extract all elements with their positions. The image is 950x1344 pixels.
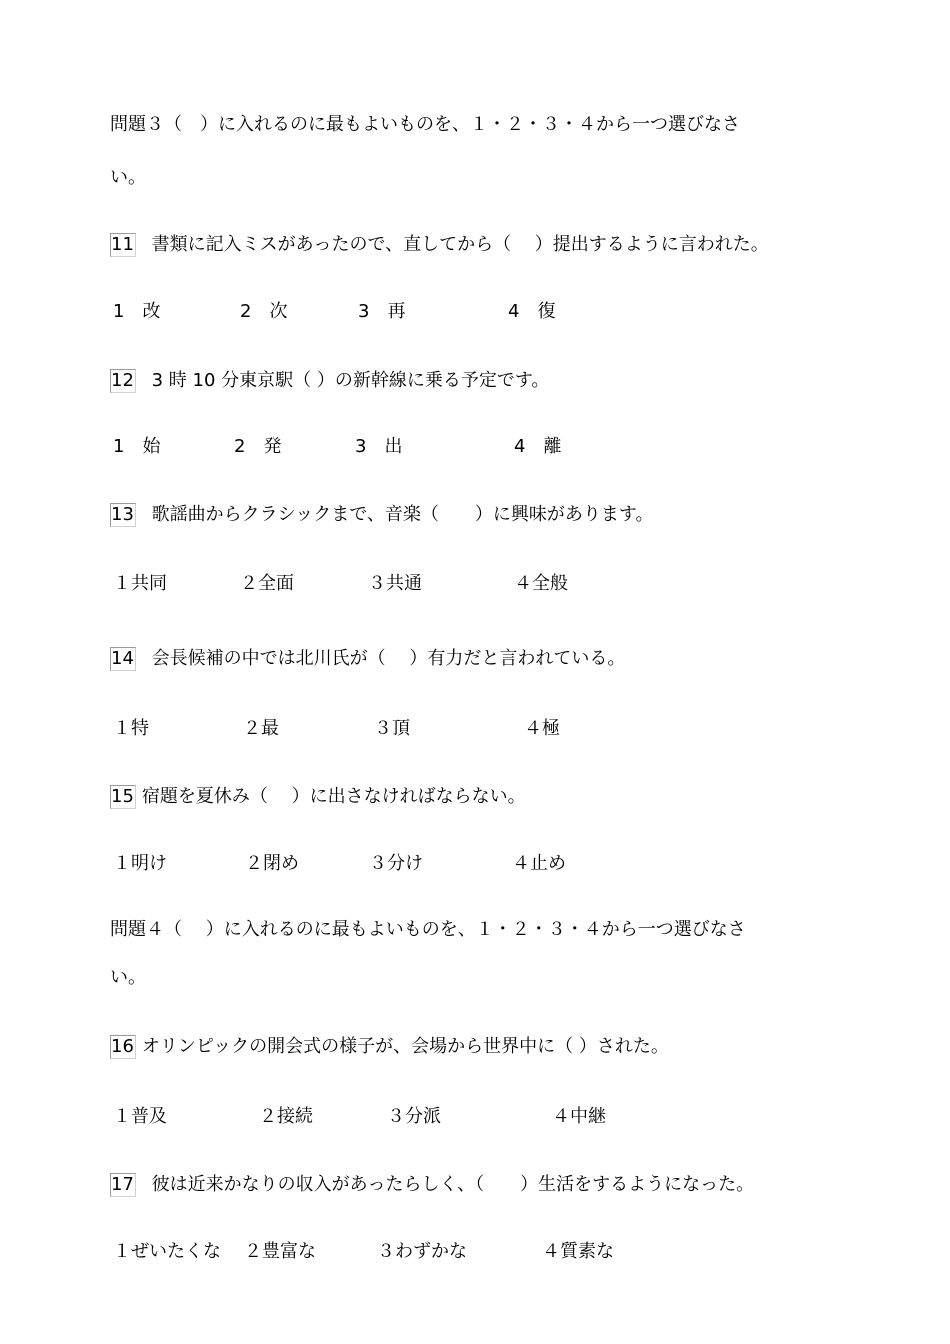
- question-11: [110, 233, 769, 257]
- question-text: 3 時 10 分東京駅（ ）の新幹線に乗る予定です。: [145, 370, 550, 391]
- question-17: [110, 1173, 754, 1197]
- option-1: １特: [113, 718, 149, 739]
- option-4: 4 離: [514, 436, 562, 457]
- option-3: 3 再: [358, 301, 406, 322]
- option-2: ２接続: [259, 1106, 313, 1127]
- option-3: ３共通: [368, 573, 422, 594]
- option-4: ４中継: [552, 1106, 606, 1127]
- question-number: 11: [111, 234, 134, 255]
- option-4: 4 復: [508, 301, 556, 322]
- question-text: 会長候補の中では北川氏が（ ）有力だと言われている。: [145, 648, 626, 669]
- question-number: 16: [111, 1036, 134, 1057]
- option-3: ３分派: [387, 1106, 441, 1127]
- option-1: 1 始: [113, 436, 161, 457]
- question-15: [110, 785, 526, 809]
- option-3: ３分け: [369, 853, 423, 874]
- section3-instruction-cont: い。: [110, 167, 146, 188]
- option-2: 2 次: [240, 301, 288, 322]
- option-1: １ぜいたくな: [113, 1241, 221, 1262]
- question-number: 14: [111, 648, 134, 669]
- option-4: ４止め: [512, 853, 566, 874]
- question-12: [110, 369, 549, 393]
- question-number: 13: [111, 504, 134, 525]
- option-3: ３わずかな: [377, 1241, 467, 1262]
- question-number: 17: [111, 1174, 134, 1195]
- option-1: １共同: [113, 573, 167, 594]
- question-text: 書類に記入ミスがあったので、直してから（ ）提出するように言われた。: [145, 234, 769, 255]
- question-text: 彼は近来かなりの収入があったらしく、（ ）生活をするようになった。: [145, 1174, 755, 1195]
- question-16: [110, 1035, 669, 1059]
- option-1: 1 改: [113, 301, 161, 322]
- section4-instruction-cont: い。: [110, 967, 146, 988]
- question-text: 宿題を夏休み（ ）に出さなければならない。: [141, 786, 526, 807]
- option-2: ２豊富な: [244, 1241, 316, 1262]
- question-number: 15: [111, 786, 134, 807]
- question-14: [110, 647, 625, 671]
- question-text: 歌謡曲からクラシックまで、音楽（ ）に興味があります。: [145, 504, 654, 525]
- option-3: 3 出: [355, 436, 403, 457]
- section4-instruction: 問題４（ ）に入れるのに最もよいものを、１・２・３・４から一つ選びなさ: [110, 919, 746, 940]
- option-3: ３頂: [374, 718, 410, 739]
- option-2: ２閉め: [245, 853, 299, 874]
- option-2: ２全面: [240, 573, 294, 594]
- section3-instruction: 問題３（ ）に入れるのに最もよいものを、１・２・３・４から一つ選びなさ: [110, 114, 740, 135]
- option-2: 2 発: [234, 436, 282, 457]
- option-4: ４極: [524, 718, 560, 739]
- option-1: １明け: [113, 853, 167, 874]
- question-13: [110, 503, 653, 527]
- question-text: オリンピックの開会式の様子が、会場から世界中に（ ）された。: [141, 1036, 669, 1057]
- option-1: １普及: [113, 1106, 167, 1127]
- option-2: ２最: [243, 718, 279, 739]
- question-number: 12: [111, 370, 134, 391]
- option-4: ４質素な: [542, 1241, 614, 1262]
- option-4: ４全般: [514, 573, 568, 594]
